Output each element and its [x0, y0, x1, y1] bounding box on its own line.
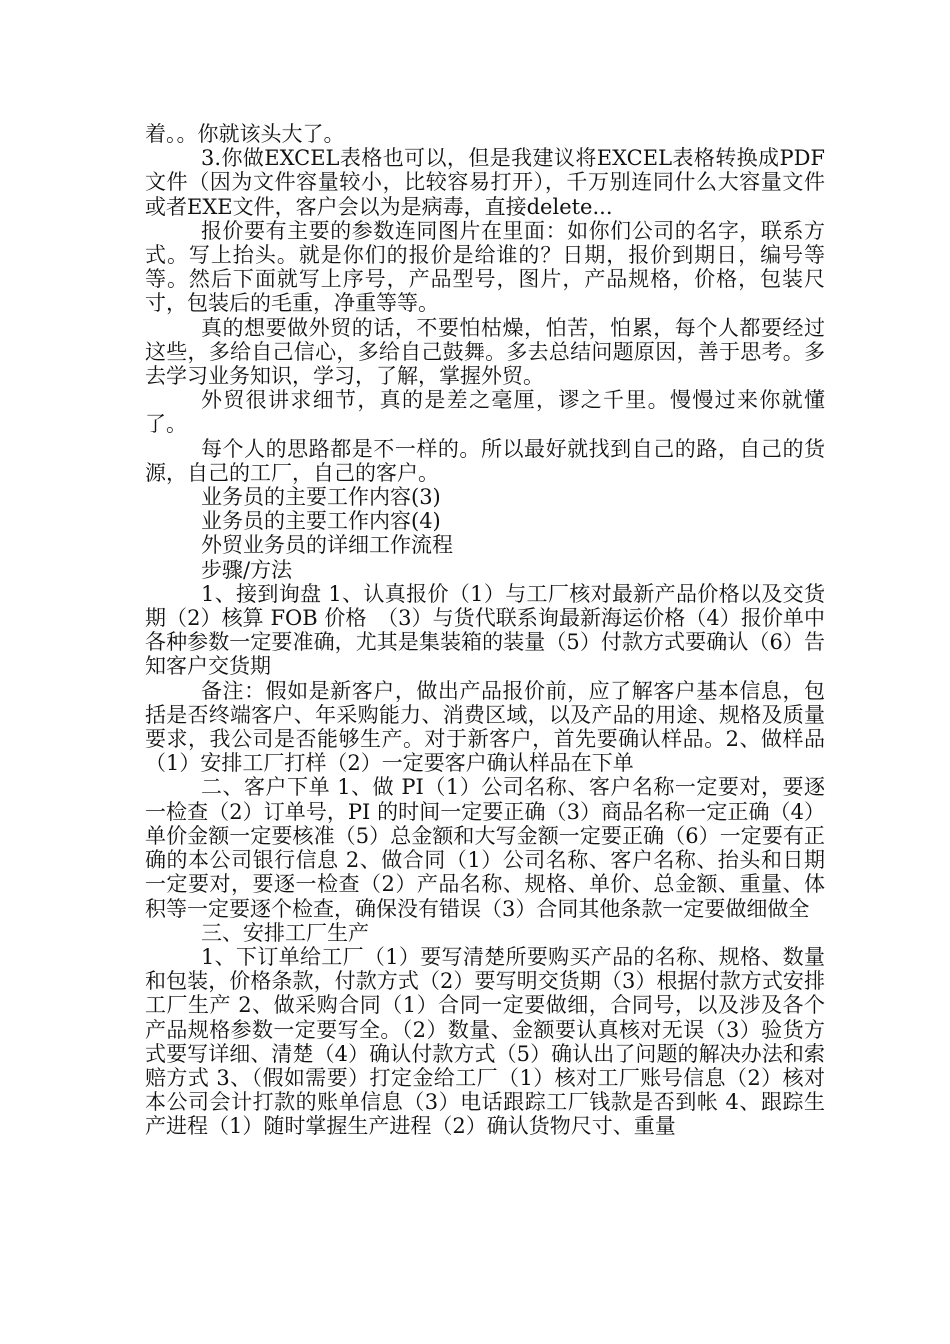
paragraph-continuation: 着。。你就该头大了。	[145, 122, 345, 146]
document-body	[145, 122, 825, 1139]
section-title-production: 三、安排工厂生产	[201, 920, 369, 945]
paragraph-step-inquiry: 1、接到询盘 1、认真报价（1）与工厂核对最新产品价格以及交货期（2）核算 FOB 价格 （3）与货代联系询最新海运价格（4）报价单中各种参数一定要准确，尤其是集装箱的装量（5）付款方式要确认（6）告知客户交货期	[145, 581, 825, 679]
paragraph-details: 外贸很讲求细节，真的是差之毫厘，谬之千里。慢慢过来你就懂了。	[145, 388, 825, 437]
section-title-steps: 步骤/方法	[201, 557, 293, 582]
paragraph-quote-parameters: 报价要有主要的参数连同图片在里面：如你们公司的名字，联系方式。写上抬头。就是你们的报价是给谁的？日期，报价到期日，编号等等。然后下面就写上序号，产品型号，图片，产品规格，价格，包装尺寸，包装后的毛重，净重等等。	[145, 218, 825, 316]
section-title-work-content-3: 业务员的主要工作内容(3)	[201, 485, 441, 510]
section-title-workflow: 外贸业务员的详细工作流程	[201, 533, 453, 558]
paragraph-note-new-client: 备注：假如是新客户，做出产品报价前，应了解客户基本信息，包括是否终端客户、年采购能力、消费区域，以及产品的用途、规格及质量要求，我公司是否能够生产。对于新客户，首先要确认样品。2、做样品（1）安排工厂打样（2）一定要客户确认样品在下单	[145, 678, 825, 776]
paragraph-step-factory: 1、下订单给工厂（1）要写清楚所要购买产品的名称、规格、数量和包装，价格条款，付款方式（2）要写明交货期（3）根据付款方式安排工厂生产 2、做采购合同（1）合同一定要做细，合同号，以及涉及各个产品规格参数一定要写全。（2）数量、金额要认真核对无误（3）验货方式要写详细、清楚（4）确认付款方式（5）确认出了问题的解决办法和索赔方式 3、（假如需要）打定金给工厂（1）核对工厂账号信息（2）核对本公司会计打款的账单信息（3）电话跟踪工厂钱款是否到帐 4、跟踪生产进程（1）随时掌握生产进程（2）确认货物尺寸、重量	[145, 944, 825, 1139]
paragraph-own-path: 每个人的思路都是不一样的。所以最好就找到自己的路，自己的货源，自己的工厂，自己的客户。	[145, 436, 825, 485]
paragraph-encouragement: 真的想要做外贸的话，不要怕枯燥，怕苦，怕累，每个人都要经过这些，多给自己信心，多给自己鼓舞。多去总结问题原因，善于思考。多去学习业务知识，学习，了解，掌握外贸。	[145, 315, 825, 389]
section-title-work-content-4: 业务员的主要工作内容(4)	[201, 509, 441, 534]
paragraph-step-order: 二、客户下单 1、做 PI（1）公司名称、客户名称一定要对，要逐一检查（2）订单号，PI 的时间一定要正确（3）商品名称一定正确（4）单价金额一定要核准（5）总金额和大写金额一定要正确（6）一定要有正确的本公司银行信息 2、做合同（1）公司名称、客户名称、抬头和日期一定要对，要逐一检查（2）产品名称、规格、单价、总金额、重量、体积等一定要逐个检查，确保没有错误（3）合同其他条款一定要做细做全	[145, 775, 825, 921]
paragraph-excel-tip: 3.你做EXCEL表格也可以，但是我建议将EXCEL表格转换成PDF文件（因为文件容量较小，比较容易打开），千万别连同什么大容量文件或者EXE文件，客户会以为是病毒，直接delete...	[145, 146, 825, 219]
